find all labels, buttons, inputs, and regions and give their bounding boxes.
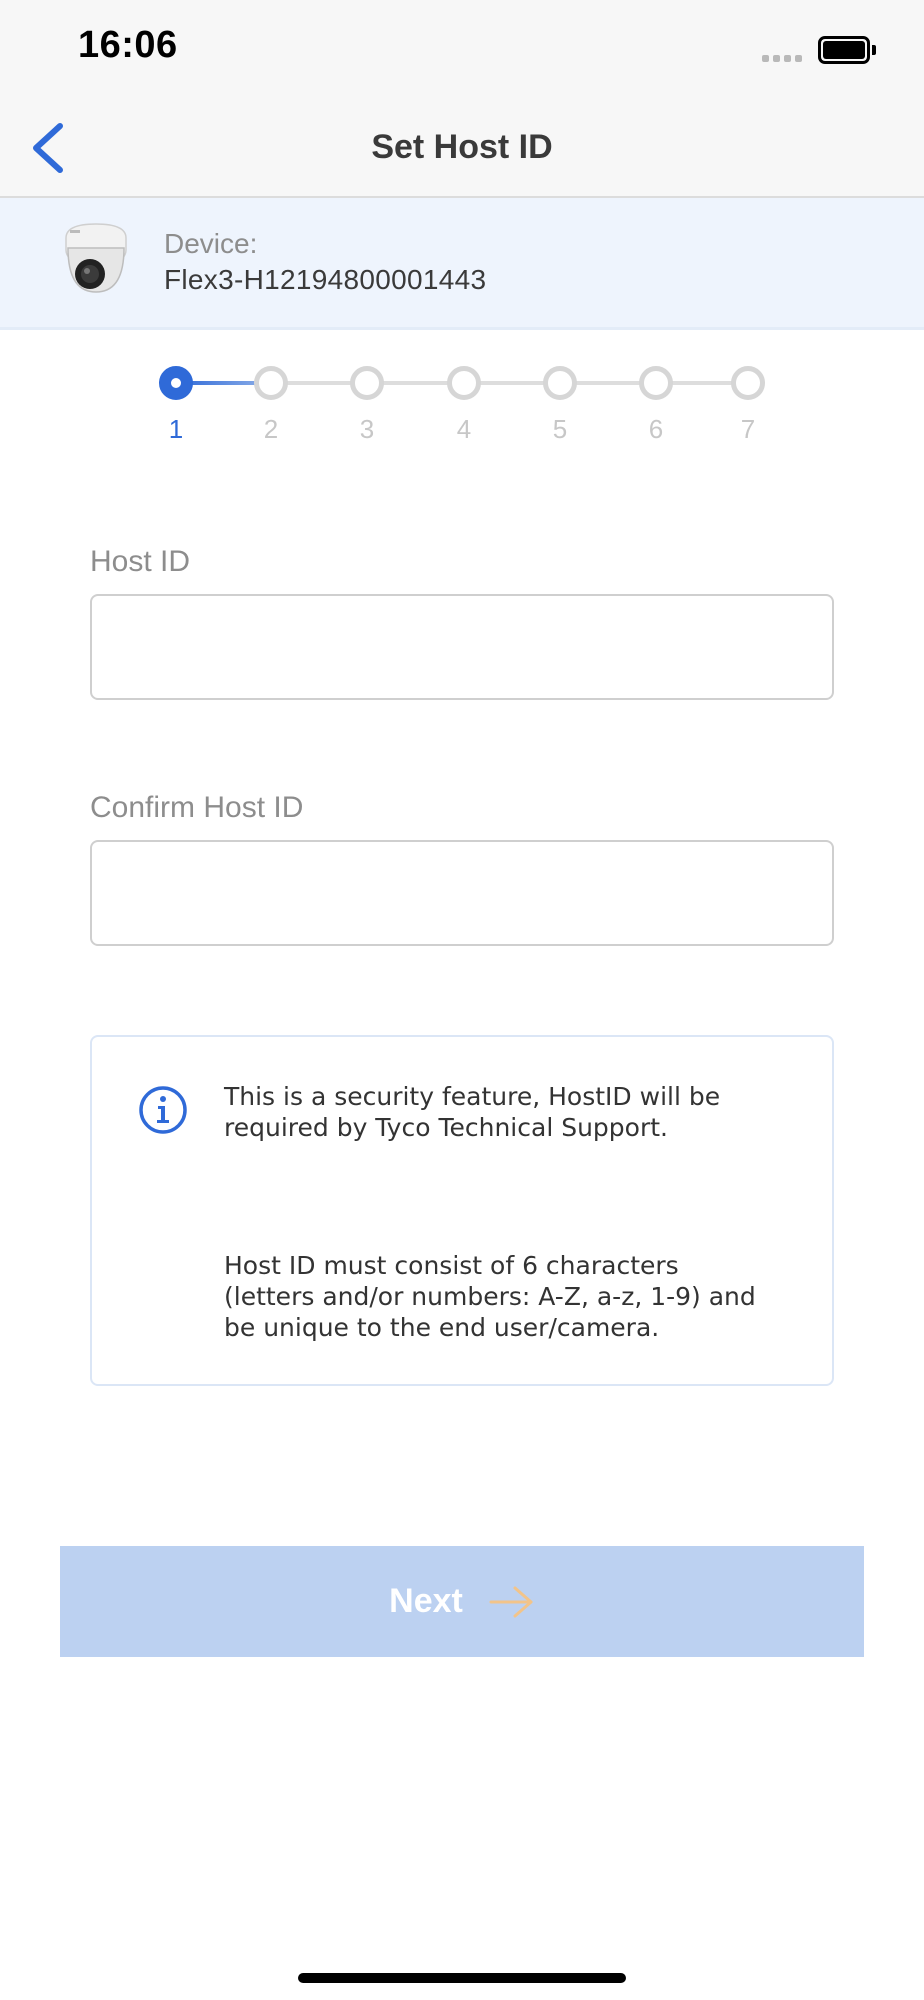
step-4-marker	[447, 366, 481, 400]
device-label: Device:	[164, 228, 258, 259]
step-1-label: 1	[168, 414, 184, 444]
next-button-label: Next	[389, 1582, 463, 1620]
device-name: Flex3-H12194800001443	[164, 264, 487, 295]
step-7-marker	[731, 366, 765, 400]
host-id-input[interactable]	[90, 594, 834, 700]
next-button[interactable]	[60, 1546, 864, 1657]
step-6-marker	[639, 366, 673, 400]
navigation-bar	[0, 100, 924, 198]
step-7-label: 7	[740, 414, 756, 444]
arrow-right-icon	[489, 1585, 535, 1619]
step-5-label: 5	[552, 414, 568, 444]
status-bar	[0, 0, 924, 100]
status-time: 16:06	[78, 24, 178, 66]
info-line: (letters and/or numbers: A-Z, a-z, 1-9) and	[224, 1282, 756, 1311]
signal-icon	[762, 55, 802, 62]
confirm-host-id-label: Confirm Host ID	[90, 791, 304, 824]
step-5-marker	[543, 366, 577, 400]
step-4-label: 4	[456, 414, 472, 444]
battery-icon	[818, 36, 870, 64]
host-id-label: Host ID	[90, 545, 191, 578]
info-format-text	[224, 1250, 814, 1343]
confirm-host-id-input[interactable]	[90, 840, 834, 946]
battery-tip	[872, 45, 876, 55]
home-indicator	[298, 1973, 626, 1983]
step-2-label: 2	[263, 414, 279, 444]
page-title: Set Host ID	[371, 128, 553, 166]
info-line: This is a security feature, HostID will be	[224, 1082, 721, 1111]
info-line: be unique to the end user/camera.	[224, 1313, 660, 1342]
info-panel	[90, 1035, 834, 1386]
step-1-marker	[159, 366, 193, 400]
step-3-marker	[350, 366, 384, 400]
info-line: Host ID must consist of 6 characters	[224, 1251, 679, 1280]
step-3-label: 3	[359, 414, 375, 444]
dome-camera-icon	[60, 220, 132, 296]
progress-stepper	[0, 360, 924, 450]
info-line: required by Tyco Technical Support.	[224, 1113, 668, 1142]
device-header	[0, 198, 924, 330]
info-icon	[138, 1085, 188, 1135]
info-security-text	[224, 1081, 814, 1143]
step-6-label: 6	[648, 414, 664, 444]
step-2-marker	[254, 366, 288, 400]
